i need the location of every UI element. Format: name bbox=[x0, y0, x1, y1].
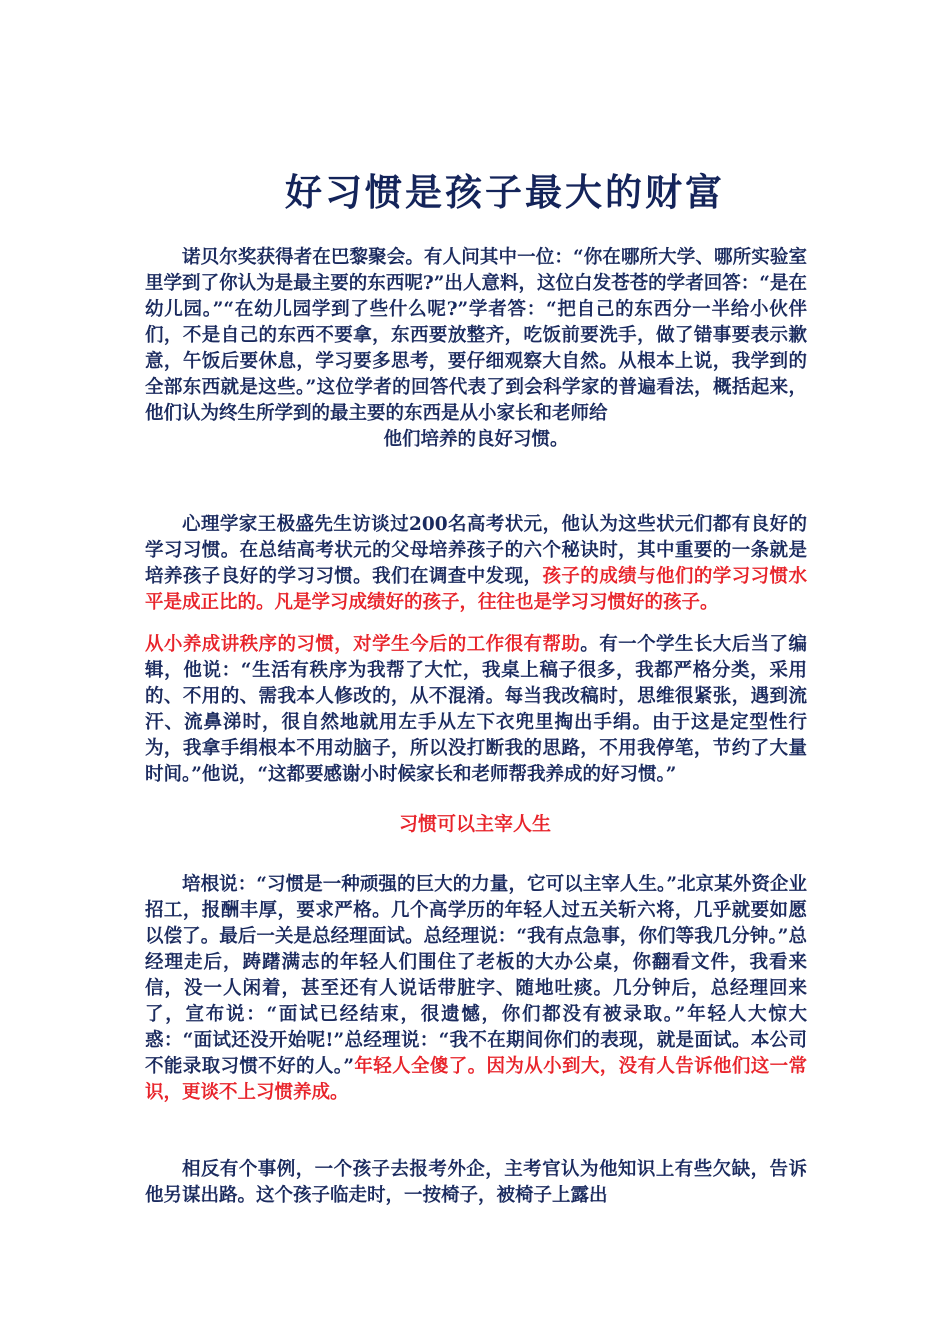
paragraph-emphasis: 年轻人全傻了。因为从小到大，没有人告诉他们这一常识，更谈不上习惯养成。 bbox=[145, 1056, 807, 1103]
paragraph-emphasis: 孩子的成绩与他们的学习习惯水平是成正比的。凡是学习成绩好的孩子，往往也是学习习惯好的孩子。 bbox=[145, 566, 807, 613]
paragraph-last-line: 他们培养的良好习惯。 bbox=[383, 429, 569, 450]
paragraph-text: 相反有个事例，一个孩子去报考外企，主考官认为他知识上有些欠缺，告诉他另谋出路。这个孩子临走时，一按椅子，被椅子上露出 bbox=[145, 1159, 807, 1206]
paragraph-text: 。有一个学生长大后当了编辑，他说：“生活有秩序为我帮了大忙，我桌上稿子很多，我都严格分类，采用的、不用的、需我本人修改的，从不混淆。每当我改稿时，思维很紧张，遇到流汗、流鼻涕时，很自然地就用左手从左下衣兜里掏出手绢。由于这是定型性行为，我拿手绢根本不用动脑子，所以没打断我的思路，不用我停笔，节约了大量时间。”他说，“这都要感谢小时候家长和老师帮我养成的好习惯。” bbox=[145, 634, 807, 785]
paragraph-bacon bbox=[145, 872, 807, 1106]
paragraph-text: 诺贝尔奖获得者在巴黎聚会。有人问其中一位：“你在哪所大学、哪所实验室里学到了你认为是最主要的东西呢?”出人意料，这位白发苍苍的学者回答：“是在幼儿园。”“在幼儿园学到了些什么呢?”学者答：“把自己的东西分一半给小伙伴们，不是自己的东西不要拿，东西要放整齐，吃饭前要洗手，做了错事要表示歉意，午饭后要休息，学习要多思考，要仔细观察大自然。从根本上说，我学到的全部东西就是这些。”这位学者的回答代表了到会科学家的普遍看法，概括起来，他们认为终生所学到的最主要的东西是从小家长和老师给 bbox=[145, 247, 807, 424]
paragraph-study-habits bbox=[145, 512, 807, 616]
document-title: 好习惯是孩子最大的财富 bbox=[285, 170, 725, 214]
paragraph-nobel bbox=[145, 245, 807, 453]
paragraph-emphasis: 从小养成讲秩序的习惯，对学生今后的工作很有帮助 bbox=[145, 634, 581, 655]
paragraph-text: 培根说：“习惯是一种顽强的巨大的力量，它可以主宰人生。”北京某外资企业招工，报酬丰厚，要求严格。几个高学历的年轻人过五关斩六将，几乎就要如愿以偿了。最后一关是总经理面试。总经理说：“我有点急事，你们等我几分钟。”总经理走后，踌躇满志的年轻人们围住了老板的大办公桌，你翻看文件，我看来信，没一人闲着，甚至还有人说话带脏字、随地吐痰。几分钟后，总经理回来了，宣布说：“面试已经结束，很遗憾，你们都没有被录取。”年轻人大惊大惑：“面试还没开始呢!”总经理说：“我不在期间你们的表现，就是面试。本公司不能录取习惯不好的人。” bbox=[145, 874, 807, 1077]
paragraph-counter-example bbox=[145, 1157, 807, 1209]
paragraph-order-habit bbox=[145, 632, 807, 788]
paragraph-text: 心理学家王极盛先生访谈过200名高考状元，他认为这些状元们都有良好的学习习惯。在总结高考状元的父母培养孩子的六个秘诀时，其中重要的一条就是培养孩子良好的学习习惯。我们在调查中发现， bbox=[145, 514, 807, 587]
section-heading: 习惯可以主宰人生 bbox=[398, 813, 551, 835]
